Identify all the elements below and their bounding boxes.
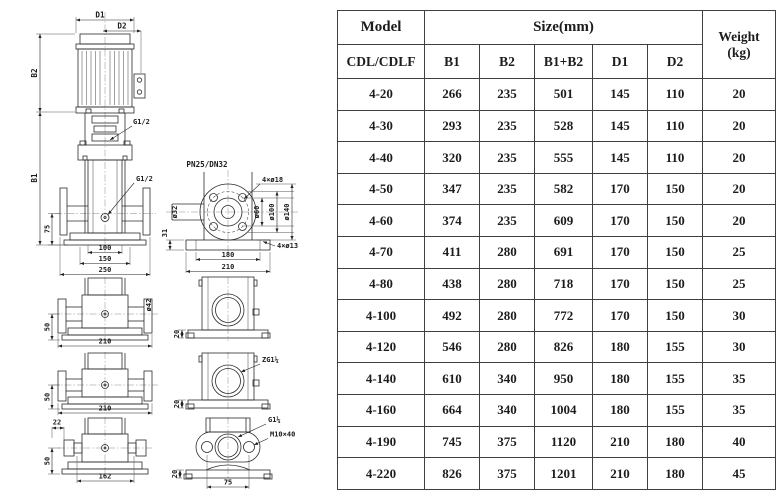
cell-b1b2: 950 (535, 363, 593, 395)
cell-d2: 150 (648, 300, 703, 332)
cell-d2: 110 (648, 142, 703, 174)
cell-model: 4-140 (338, 363, 425, 395)
cell-weight: 40 (703, 426, 776, 458)
cell-b1b2: 555 (535, 142, 593, 174)
dim-label-210b: 210 (98, 404, 112, 413)
cell-weight: 30 (703, 300, 776, 332)
cell-b2: 235 (480, 110, 535, 142)
dim-label-150: 150 (98, 255, 112, 263)
header-weight-line1: Weight (718, 28, 760, 44)
header-d1: D1 (593, 45, 648, 79)
cell-d1: 210 (593, 458, 648, 490)
cell-b1b2: 718 (535, 268, 593, 300)
cell-model: 4-60 (338, 205, 425, 237)
dim-label-50b: 50 (43, 392, 52, 402)
header-b1b2: B1+B2 (535, 45, 593, 79)
cell-d1: 170 (593, 173, 648, 205)
cell-b1b2: 1004 (535, 395, 593, 427)
cell-b2: 375 (480, 458, 535, 490)
dim-label-250: 250 (98, 266, 112, 274)
cell-b1: 610 (425, 363, 480, 395)
table-row (338, 205, 776, 237)
flange-spec-label: PN25/DN32 (186, 160, 228, 169)
cell-d1: 180 (593, 395, 648, 427)
cell-d1: 145 (593, 79, 648, 111)
spec-table (337, 10, 776, 490)
cell-b1: 320 (425, 142, 480, 174)
cell-b1b2: 528 (535, 110, 593, 142)
cell-d1: 170 (593, 268, 648, 300)
cell-b1: 293 (425, 110, 480, 142)
dim-label-d2: D2 (117, 21, 127, 31)
flange-top-view (161, 160, 300, 273)
cell-d2: 150 (648, 237, 703, 269)
header-b1: B1 (425, 45, 480, 79)
table-row (338, 110, 776, 142)
table-row (338, 79, 776, 111)
cell-d1: 145 (593, 110, 648, 142)
cell-b2: 235 (480, 142, 535, 174)
cell-b1b2: 501 (535, 79, 593, 111)
cell-d1: 170 (593, 205, 648, 237)
port-label-g114: G1¼ (268, 416, 281, 424)
cell-d1: 170 (593, 300, 648, 332)
cell-weight: 20 (703, 205, 776, 237)
cell-d2: 155 (648, 331, 703, 363)
cell-b2: 280 (480, 237, 535, 269)
cell-d1: 170 (593, 237, 648, 269)
pump-dimension-drawing (0, 0, 336, 500)
cell-weight: 20 (703, 173, 776, 205)
table-row (338, 331, 776, 363)
cell-weight: 20 (703, 79, 776, 111)
dim-label-b2: B2 (30, 68, 39, 78)
dim-label-75: 75 (43, 224, 52, 234)
base-section-view-1 (44, 277, 159, 348)
pump-drawing-svg (0, 0, 336, 500)
table-row (338, 142, 776, 174)
header-b2: B2 (480, 45, 535, 79)
cell-b1b2: 1201 (535, 458, 593, 490)
table-row (338, 395, 776, 427)
dim-label-phi60: ø60 (253, 205, 261, 219)
cell-b1: 266 (425, 79, 480, 111)
cell-b1: 438 (425, 268, 480, 300)
cell-weight: 20 (703, 110, 776, 142)
cell-b2: 280 (480, 268, 535, 300)
cell-d1: 145 (593, 142, 648, 174)
dim-label-20a: 20 (173, 329, 181, 339)
cell-b2: 280 (480, 300, 535, 332)
base-port-view-2 (173, 352, 279, 411)
holes-label-4x13: 4×ø13 (277, 242, 299, 250)
header-weight-line2: (kg) (727, 44, 751, 60)
cell-weight: 25 (703, 268, 776, 300)
table-row (338, 458, 776, 490)
cell-b1: 664 (425, 395, 480, 427)
cell-b1: 745 (425, 426, 480, 458)
cell-d2: 150 (648, 173, 703, 205)
cell-weight: 20 (703, 142, 776, 174)
header-size-group: Size(mm) (425, 11, 703, 45)
cell-d2: 110 (648, 79, 703, 111)
cell-b1: 546 (425, 331, 480, 363)
cell-model: 4-30 (338, 110, 425, 142)
dim-label-210a: 210 (98, 337, 112, 346)
dim-label-50a: 50 (43, 322, 52, 332)
cell-b2: 280 (480, 331, 535, 363)
dim-label-31: 31 (161, 228, 169, 238)
cell-d2: 110 (648, 110, 703, 142)
table-header-row-1 (338, 11, 776, 45)
dim-label-162: 162 (98, 472, 112, 481)
cell-b1b2: 826 (535, 331, 593, 363)
cell-d2: 150 (648, 268, 703, 300)
cell-d1: 180 (593, 363, 648, 395)
dim-label-75b: 75 (223, 478, 233, 487)
cell-b1: 374 (425, 205, 480, 237)
cell-model: 4-20 (338, 79, 425, 111)
dim-label-22: 22 (52, 418, 62, 427)
cell-model: 4-120 (338, 331, 425, 363)
cell-b1b2: 1120 (535, 426, 593, 458)
table-row (338, 268, 776, 300)
cell-model: 4-70 (338, 237, 425, 269)
cell-d1: 210 (593, 426, 648, 458)
bolt-label-m10x40: M10×40 (270, 430, 296, 439)
cell-d2: 150 (648, 205, 703, 237)
cell-weight: 35 (703, 395, 776, 427)
dim-label-phi140: ø140 (283, 203, 291, 221)
table-row (338, 237, 776, 269)
main-elevation-view (30, 11, 156, 277)
dim-label-phi32: ø32 (171, 205, 179, 219)
cell-b2: 340 (480, 363, 535, 395)
table-row (338, 173, 776, 205)
cell-b2: 235 (480, 79, 535, 111)
port-label-zg114: ZG1¼ (262, 356, 279, 364)
cell-b2: 235 (480, 173, 535, 205)
motor (76, 34, 145, 113)
cell-b1b2: 772 (535, 300, 593, 332)
base-port-view-1 (173, 277, 270, 341)
cell-b1: 492 (425, 300, 480, 332)
cell-b1: 411 (425, 237, 480, 269)
header-model-sub: CDL/CDLF (338, 45, 425, 79)
cell-d2: 155 (648, 363, 703, 395)
cell-weight: 45 (703, 458, 776, 490)
cell-b2: 235 (480, 205, 535, 237)
header-d2: D2 (648, 45, 703, 79)
cell-model: 4-220 (338, 458, 425, 490)
threaded-flange-view (171, 416, 295, 489)
dim-label-phi42: ø42 (145, 298, 153, 312)
table-row (338, 363, 776, 395)
cell-d2: 180 (648, 426, 703, 458)
dim-label-100: 100 (98, 244, 112, 252)
port-label-g12-drain: G1/2 (136, 175, 153, 183)
port-label-g12-coupling: G1/2 (133, 118, 150, 126)
table-row (338, 426, 776, 458)
cell-model: 4-50 (338, 173, 425, 205)
dim-label-20b: 20 (173, 399, 181, 409)
dim-label-180: 180 (221, 251, 235, 259)
cell-model: 4-160 (338, 395, 425, 427)
cell-model: 4-80 (338, 268, 425, 300)
dim-label-20c: 20 (171, 469, 179, 479)
cell-b1: 826 (425, 458, 480, 490)
cell-weight: 25 (703, 237, 776, 269)
cell-weight: 35 (703, 363, 776, 395)
table-row (338, 300, 776, 332)
cell-b2: 375 (480, 426, 535, 458)
dim-label-b1: B1 (30, 173, 39, 183)
base-section-view-3 (44, 417, 153, 483)
base-section-view-2 (44, 352, 159, 415)
cell-model: 4-190 (338, 426, 425, 458)
cell-b1: 347 (425, 173, 480, 205)
cell-b1b2: 609 (535, 205, 593, 237)
dim-label-phi100: ø100 (268, 203, 276, 221)
cell-d1: 180 (593, 331, 648, 363)
header-weight (703, 11, 776, 79)
cell-d2: 155 (648, 395, 703, 427)
dim-label-50c: 50 (43, 456, 52, 466)
dim-label-d1: D1 (95, 10, 105, 20)
cell-d2: 180 (648, 458, 703, 490)
cell-b2: 340 (480, 395, 535, 427)
cell-weight: 30 (703, 331, 776, 363)
cell-model: 4-40 (338, 142, 425, 174)
terminal-box (134, 74, 145, 98)
cell-model: 4-100 (338, 300, 425, 332)
cell-b1b2: 582 (535, 173, 593, 205)
dim-label-210-top: 210 (221, 263, 235, 271)
holes-label-4x18: 4×ø18 (262, 176, 284, 184)
cell-b1b2: 691 (535, 237, 593, 269)
header-model: Model (338, 11, 425, 45)
